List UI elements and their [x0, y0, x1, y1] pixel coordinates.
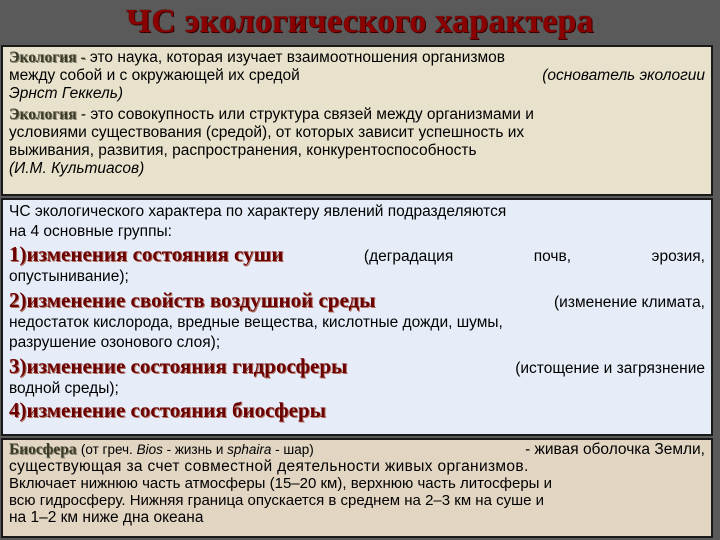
group-3-line-1	[9, 356, 705, 379]
biosphere-line-2: существующая за счет совместной деятельности живых организмов.	[9, 458, 529, 475]
biosphere-line-3: Включает нижнюю часть атмосферы (15–20 км), верхнюю часть литосферы и	[9, 475, 553, 492]
definition-1-line-2	[9, 67, 705, 85]
definition-1-text-1: это наука, которая изучает взаимоотношения организмов	[85, 49, 505, 66]
group-3-tail: (истощение и загрязнение	[515, 360, 705, 377]
page-title: ЧС экологического характера	[126, 3, 594, 40]
group-1-line-1	[9, 244, 705, 267]
emergency-groups-panel	[1, 198, 713, 436]
etymology-part-b: - жизнь и	[162, 442, 228, 457]
group-1-word-1: (деградация	[363, 248, 454, 265]
definition-1-text-2: между собой и с окружающей их средой	[9, 67, 300, 84]
definition-2-text-1: - это совокупность или структура связей между организмами и	[76, 106, 534, 123]
group-2-line-2: недостаток кислорода, вредные вещества, кислотные дожди, шумы,	[9, 314, 503, 331]
definition-1-source-1: (основатель экологии	[542, 67, 705, 84]
ecology-definitions-panel	[1, 45, 713, 196]
biosphere-text-1: - живая оболочка Земли,	[525, 441, 705, 458]
group-1-term: 1)изменения состояния суши	[9, 242, 284, 266]
groups-intro-line-1: ЧС экологического характера по характеру явлений подразделяются	[9, 203, 507, 220]
etymology-sphaira: sphaira	[227, 442, 272, 457]
group-3-line-2: водной среды);	[9, 380, 119, 397]
biosphere-line-1	[9, 441, 705, 458]
ecology-term-1: Экология -	[9, 49, 86, 66]
groups-intro-line-2: на 4 основные группы:	[9, 223, 172, 240]
definition-2-line-2: условиями существования (средой), от которых зависит успешность их	[9, 124, 525, 141]
group-1-line-2: опустынивание);	[9, 268, 129, 285]
definition-1-source-2: Эрнст Геккель)	[9, 85, 124, 102]
definition-2-line-3: выживания, развития, распространения, конкурентоспособность	[9, 142, 477, 159]
biosphere-term: Биосфера	[9, 441, 77, 458]
definition-2-line-1	[9, 106, 705, 124]
group-2-tail: (изменение климата,	[554, 294, 705, 311]
biosphere-panel	[1, 438, 713, 538]
etymology-part-a: (от греч.	[80, 442, 137, 457]
group-4-line	[9, 400, 705, 423]
biosphere-line-5: на 1–2 км ниже дна океана	[9, 509, 204, 526]
group-3-term: 3)изменение состояния гидросферы	[9, 354, 348, 378]
group-1-word-3: эрозия,	[651, 248, 705, 265]
group-2-term: 2)изменение свойств воздушной среды	[9, 288, 376, 312]
definition-1-line-1	[9, 49, 705, 67]
etymology-part-c: - шар)	[271, 442, 314, 457]
group-4-term: 4)изменение состояния биосферы	[9, 398, 327, 422]
biosphere-etymology	[81, 442, 314, 457]
ecology-term-2: Экология	[9, 106, 77, 123]
group-2-line-3: разрушение озонового слоя);	[9, 334, 221, 351]
group-1-word-2: почв,	[533, 248, 572, 265]
group-2-line-1	[9, 290, 705, 313]
definition-2-source: (И.М. Культиасов)	[9, 160, 145, 177]
etymology-bios: Bios	[136, 442, 163, 457]
biosphere-line-4: всю гидросферу. Нижняя граница опускается в среднем на 2–3 км на суше и	[9, 492, 545, 509]
